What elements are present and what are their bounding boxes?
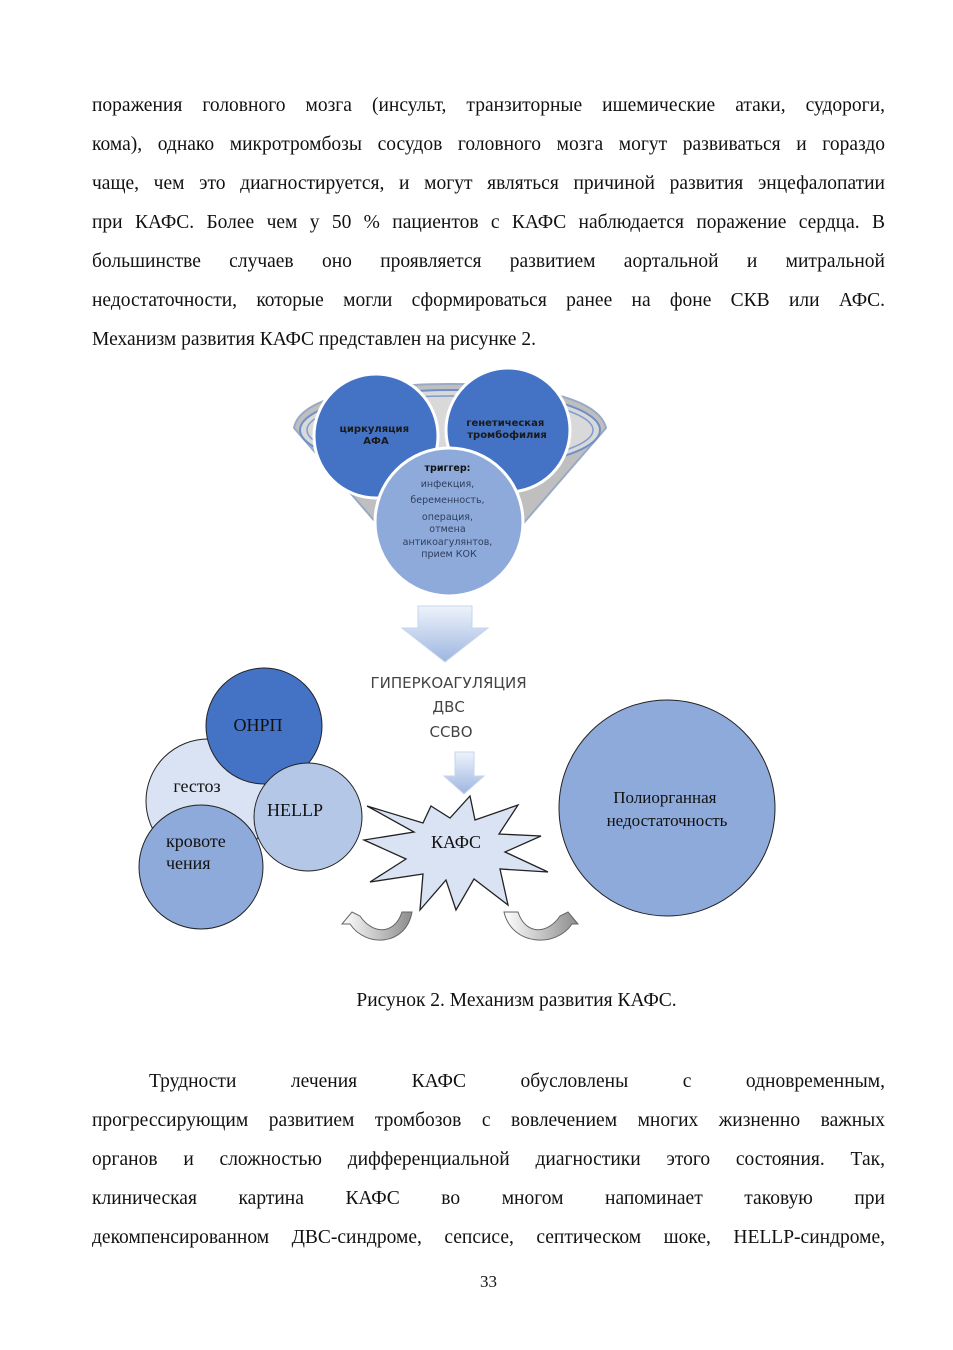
label-multiorgan-1: Полиорганная [613,788,717,807]
page-number: 33 [480,1272,497,1291]
label-trigger-title: триггер: [424,463,471,474]
down-arrow-small [444,752,484,794]
svg-text:генетическая тромбофилия [466,418,548,441]
label-afa-1: циркуляция [339,424,409,435]
label-thrombophilia-2: тромбофилия [467,430,547,441]
label-hellp: HELLP [267,800,323,820]
text-line: чаще, чем это диагностируется, и могут являться причиной развития энцефалопатии [92,173,885,194]
label-dvs: ДВС [432,698,465,716]
down-arrow-large [402,606,488,662]
label-trigger-5: отмена [429,524,466,535]
text-line: органов и сложностью дифференциальной диагностики этого состояния. Так, [92,1149,885,1170]
text-line: поражения головного мозга (инсульт, транзиторные ишемические атаки, судороги, [92,95,885,116]
text-line: кома), однако микротромбозы сосудов головного мозга могут развиваться и гораздо [92,134,885,155]
circle-multiorgan [559,700,775,916]
label-trigger-3: беременность, [410,495,485,506]
label-bleeding-1: кровоте [166,831,226,851]
left-cluster [139,668,362,929]
text-line: прогрессирующим развитием тромбозов с вовлечением многих жизненно важных [92,1110,885,1131]
curved-arrow-right [504,912,578,940]
label-onrp: ОНРП [233,715,283,735]
svg-text:ГИПЕРКОАГУЛЯЦИЯ ДВС СС [371,674,532,741]
label-trigger-6: антикоагулянтов, [402,537,493,548]
label-thrombophilia-1: генетическая [466,418,545,429]
figure-caption: Рисунок 2. Механизм развития КАФС. [356,990,677,1011]
kafs-star [364,796,548,910]
label-multiorgan-2: недостаточность [606,811,728,830]
text-line: клиническая картина КАФС во многом напоминает таковую при [92,1188,885,1209]
curved-arrow-left [342,912,412,940]
text-line: недостаточности, которые могли сформироваться ранее на фоне СКВ или АФС. [92,290,885,311]
label-ssvo: ССВО [429,723,473,741]
label-bleeding-2: чения [166,853,211,873]
text-line: при КАФС. Более чем у 50 % пациентов с КАФС наблюдается поражение сердца. В [92,212,885,233]
text-line: Трудности лечения КАФС обусловлены с одновременным, [149,1071,885,1092]
label-trigger-2: инфекция, [420,479,475,490]
label-afa-2: АФА [363,436,389,447]
text-line: декомпенсированном ДВС-синдроме, сепсисе, септическом шоке, HELLP-синдроме, [92,1227,885,1248]
text-line: большинстве случаев оно проявляется развитием аортальной и митральной [92,251,885,272]
label-trigger-4: операция, [421,512,474,523]
kafs-label: КАФС [430,832,482,852]
label-gestoz: гестоз [173,776,221,796]
text-line: Механизм развития КАФС представлен на рисунке 2. [92,329,536,350]
paragraph-bottom [92,1062,885,1257]
label-hypercoagulation: ГИПЕРКОАГУЛЯЦИЯ [370,674,527,692]
funnel [294,368,606,596]
label-trigger-7: прием КОК [421,549,477,560]
